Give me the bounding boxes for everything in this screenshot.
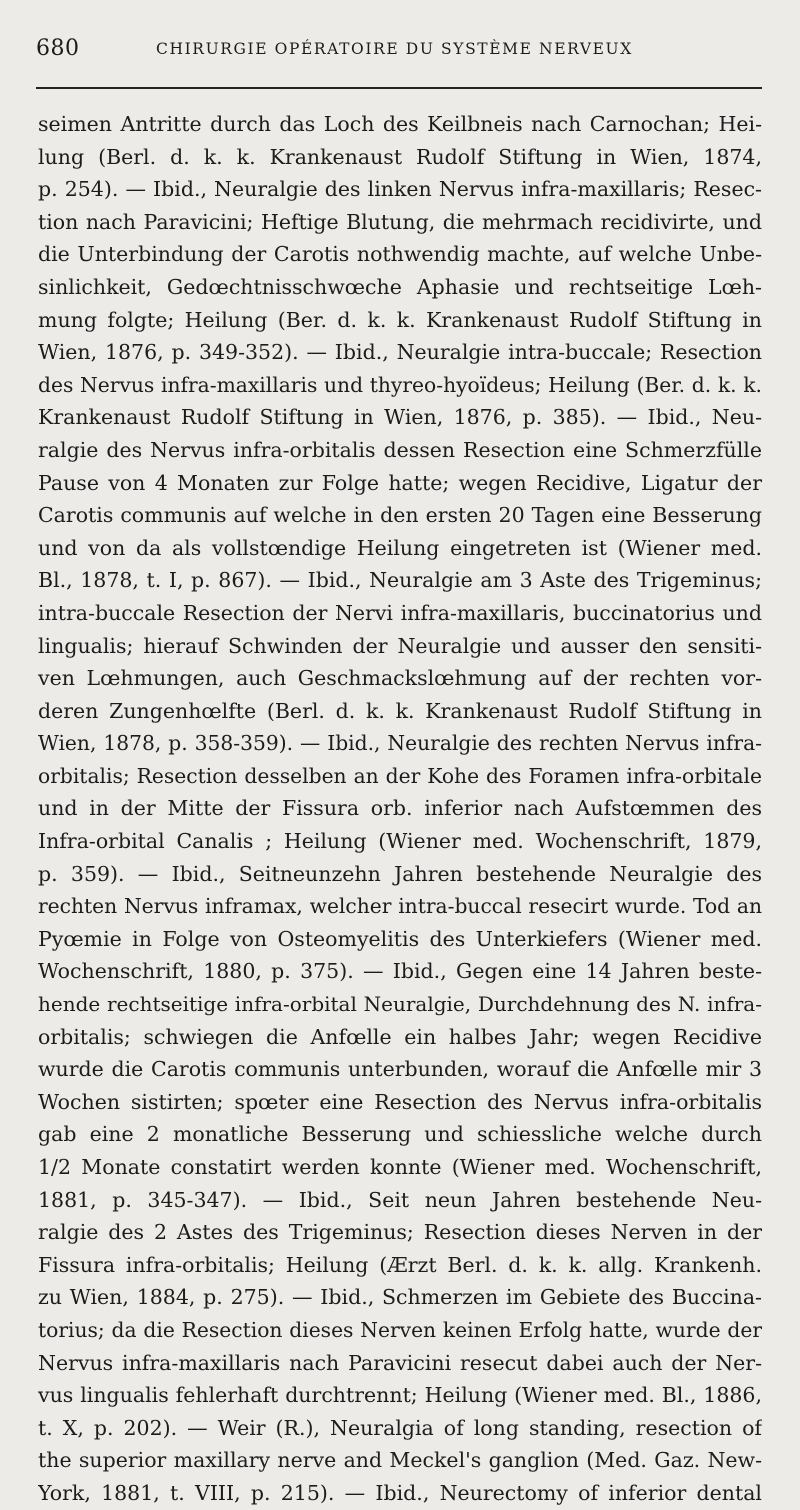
text-line: Nervus infra-maxillaris nach Paravicini resecut dabei auch der Ner- xyxy=(38,1350,762,1375)
text-line: orbitalis; schwiegen die Anfœlle ein halbes Jahr; wegen Recidive xyxy=(38,1024,762,1049)
text-line: mung folgte; Heilung (Ber. d. k. k. Krankenaust Rudolf Stiftung in xyxy=(38,307,762,332)
text-line: lingualis; hierauf Schwinden der Neuralgie und ausser den sensiti- xyxy=(38,633,762,658)
text-line: York, 1881, t. VIII, p. 215). — Ibid., Neurectomy of inferior dental xyxy=(38,1480,762,1505)
header-rule xyxy=(36,87,762,89)
text-line: the superior maxillary nerve and Meckel's ganglion (Med. Gaz. New- xyxy=(38,1448,762,1473)
text-line: Wochenschrift, 1880, p. 375). — Ibid., Gegen eine 14 Jahren beste- xyxy=(38,959,762,984)
text-line: t. X, p. 202). — Weir (R.), Neuralgia of long standing, resection of xyxy=(38,1415,762,1440)
text-line: hende rechtseitige infra-orbital Neuralgie, Durchdehnung des N. infra- xyxy=(38,992,762,1017)
text-line: und in der Mitte der Fissura orb. inferior nach Aufstœmmen des xyxy=(38,796,762,821)
text-line: zu Wien, 1884, p. 275). — Ibid., Schmerzen im Gebiete des Buccina- xyxy=(38,1285,762,1310)
body-text xyxy=(38,108,762,1510)
page-header xyxy=(36,36,762,66)
text-line: Pause von 4 Monaten zur Folge hatte; wegen Recidive, Ligatur der xyxy=(38,470,762,495)
text-line: Pyœmie in Folge von Osteomyelitis des Unterkiefers (Wiener med. xyxy=(38,926,762,951)
text-line: Carotis communis auf welche in den ersten 20 Tagen eine Besserung xyxy=(38,503,762,528)
text-line: 1/2 Monate constatirt werden konnte (Wiener med. Wochenschrift, xyxy=(38,1155,762,1179)
text-line: p. 359). — Ibid., Seitneunzehn Jahren bestehende Neuralgie des xyxy=(38,861,762,886)
text-line: ven Lœhmungen, auch Geschmackslœhmung auf der rechten vor- xyxy=(38,666,762,691)
text-line: des Nervus infra-maxillaris und thyreo-hyoïdeus; Heilung (Ber. d. k. k. xyxy=(38,372,762,397)
text-line: lung (Berl. d. k. k. Krankenaust Rudolf Stiftung in Wien, 1874, xyxy=(38,144,762,169)
text-line: vus lingualis fehlerhaft durchtrennt; Heilung (Wiener med. Bl., 1886, xyxy=(38,1383,762,1408)
text-line: Krankenaust Rudolf Stiftung in Wien, 1876, p. 385). — Ibid., Neu- xyxy=(38,405,762,430)
text-line: 1881, p. 345-347). — Ibid., Seit neun Jahren bestehende Neu- xyxy=(38,1187,762,1212)
text-line: rechten Nervus inframax, welcher intra-buccal resecirt wurde. Tod an xyxy=(38,894,762,919)
text-line: Wochen sistirten; spœter eine Resection des Nervus infra-orbitalis xyxy=(38,1089,762,1114)
running-title: CHIRURGIE OPÉRATOIRE DU SYSTÈME NERVEUX xyxy=(156,40,633,58)
text-line: p. 254). — Ibid., Neuralgie des linken Nervus infra-maxillaris; Resec- xyxy=(38,177,762,202)
text-line: gab eine 2 monatliche Besserung und schiessliche welche durch xyxy=(38,1122,762,1147)
text-line: sinlichkeit, Gedœchtnisschwœche Aphasie und rechtseitige Lœh- xyxy=(38,274,762,299)
text-line: tion nach Paravicini; Heftige Blutung, die mehrmach recidivirte, und xyxy=(38,209,762,234)
text-line: Bl., 1878, t. I, p. 867). — Ibid., Neuralgie am 3 Aste des Trigeminus; xyxy=(38,568,762,593)
text-line: und von da als vollstœndige Heilung eingetreten ist (Wiener med. xyxy=(38,535,762,560)
text-line: deren Zungenhœlfte (Berl. d. k. k. Krankenaust Rudolf Stiftung in xyxy=(38,698,762,723)
text-line: Wien, 1878, p. 358-359). — Ibid., Neuralgie des rechten Nervus infra- xyxy=(38,731,762,756)
text-line: ralgie des Nervus infra-orbitalis dessen Resection eine Schmerzfülle xyxy=(38,437,762,462)
text-line: seimen Antritte durch das Loch des Keilbneis nach Carnochan; Hei- xyxy=(38,112,762,136)
page-number: 680 xyxy=(36,36,80,61)
text-line: Fissura infra-orbitalis; Heilung (Ærzt Berl. d. k. k. allg. Krankenh. xyxy=(38,1252,762,1277)
text-line: Infra-orbital Canalis ; Heilung (Wiener med. Wochenschrift, 1879, xyxy=(38,829,762,854)
text-line: ralgie des 2 Astes des Trigeminus; Resection dieses Nerven in der xyxy=(38,1220,762,1245)
text-line: die Unterbindung der Carotis nothwendig machte, auf welche Unbe- xyxy=(38,242,762,267)
text-line: intra-buccale Resection der Nervi infra-maxillaris, buccinatorius und xyxy=(38,600,762,625)
text-line: Wien, 1876, p. 349-352). — Ibid., Neuralgie intra-buccale; Resection xyxy=(38,340,762,365)
text-line: wurde die Carotis communis unterbunden, worauf die Anfœlle mir 3 xyxy=(38,1057,762,1082)
text-line: torius; da die Resection dieses Nerven keinen Erfolg hatte, wurde der xyxy=(38,1317,762,1342)
text-line: orbitalis; Resection desselben an der Kohe des Foramen infra-orbitale xyxy=(38,763,762,788)
